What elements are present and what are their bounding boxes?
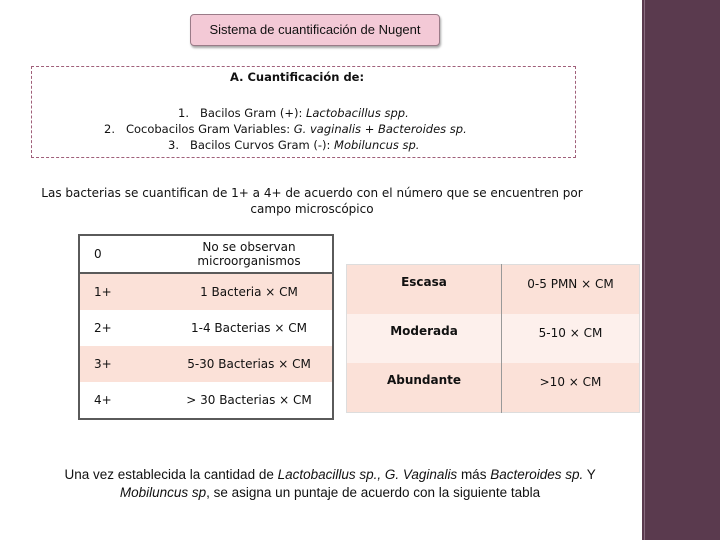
item-1 xyxy=(178,106,409,120)
grade-cell: 4+ xyxy=(79,382,166,419)
item-3 xyxy=(168,138,419,152)
grade-cell: 2+ xyxy=(79,310,166,346)
table-row xyxy=(347,265,640,315)
desc-cell: 1 Bacteria × CM xyxy=(166,273,333,310)
bacteria-scale-table xyxy=(78,234,334,420)
table-row xyxy=(347,314,640,363)
item-2 xyxy=(104,122,467,136)
grade-cell: 1+ xyxy=(79,273,166,310)
item-3-num: 3. xyxy=(168,138,179,152)
level-cell: Escasa xyxy=(347,265,502,315)
side-panel-divider xyxy=(644,0,645,540)
desc-cell: 1-4 Bacterias × CM xyxy=(166,310,333,346)
pmn-table xyxy=(346,264,640,413)
outro-italic-3: Mobiluncus sp xyxy=(119,485,207,500)
side-panel xyxy=(642,0,720,540)
item-1-num: 1. xyxy=(178,106,189,120)
outro-text xyxy=(40,466,620,502)
value-cell: 0-5 PMN × CM xyxy=(502,265,640,315)
table-row xyxy=(79,310,333,346)
level-cell: Abundante xyxy=(347,363,502,413)
desc-cell: > 30 Bacterias × CM xyxy=(166,382,333,419)
section-heading: A. Cuantificación de: xyxy=(230,70,365,84)
outro-italic-2: Bacteroides sp. xyxy=(490,467,584,482)
intro-text: Las bacterias se cuantifican de 1+ a 4+ de acuerdo con el número que se encuentren por campo microscópico xyxy=(41,186,583,216)
level-cell: Moderada xyxy=(347,314,502,363)
item-2-italic: G. vaginalis + Bacteroides sp. xyxy=(293,122,467,136)
item-2-num: 2. xyxy=(104,122,115,136)
table-row xyxy=(79,235,333,273)
outro-part-4: , se asigna un puntaje de acuerdo con la siguiente tabla xyxy=(206,485,541,500)
table-row xyxy=(79,382,333,419)
slide-title: Sistema de cuantificación de Nugent xyxy=(190,14,440,46)
item-1-prefix: Bacilos Gram (+): xyxy=(199,106,306,120)
outro-part-2: más xyxy=(457,467,491,482)
table-row xyxy=(79,346,333,382)
desc-cell: No se observan microorganismos xyxy=(166,235,333,273)
item-3-italic: Mobiluncus sp. xyxy=(334,138,420,152)
desc-cell: 5-30 Bacterias × CM xyxy=(166,346,333,382)
outro-part-3: Y xyxy=(583,467,596,482)
table-row xyxy=(79,273,333,310)
item-2-prefix: Cocobacilos Gram Variables: xyxy=(125,122,294,136)
grade-cell: 0 xyxy=(79,235,166,273)
value-cell: >10 × CM xyxy=(502,363,640,413)
outro-italic-1: Lactobacillus sp., G. Vaginalis xyxy=(277,467,458,482)
value-cell: 5-10 × CM xyxy=(502,314,640,363)
item-3-prefix: Bacilos Curvos Gram (-): xyxy=(189,138,335,152)
item-1-italic: Lactobacillus spp. xyxy=(305,106,409,120)
grade-cell: 3+ xyxy=(79,346,166,382)
outro-part-1: Una vez establecida la cantidad de xyxy=(64,467,278,482)
table-row xyxy=(347,363,640,413)
